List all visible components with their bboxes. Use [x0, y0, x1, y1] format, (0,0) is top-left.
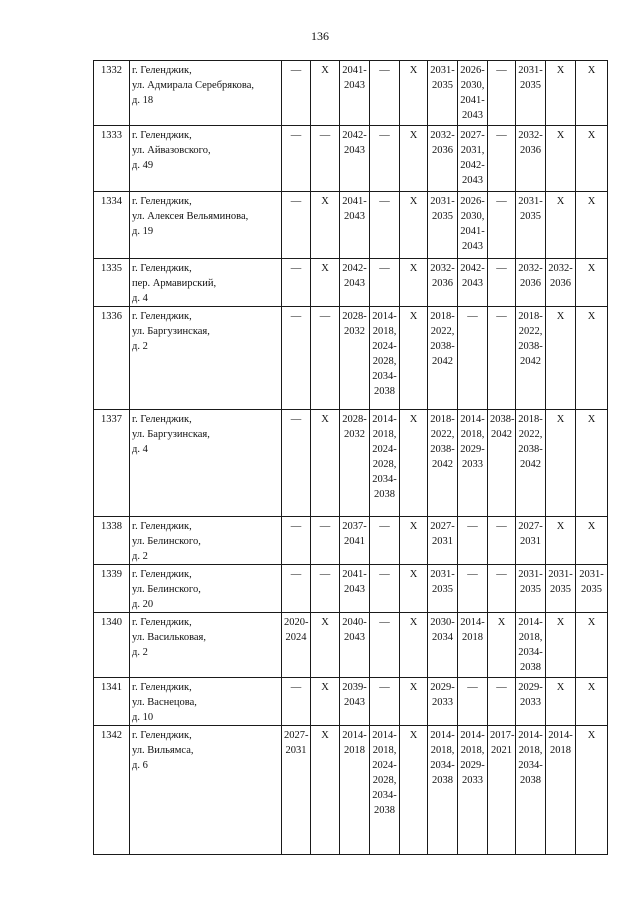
- period-cell: —: [370, 613, 400, 678]
- period-cell: X: [576, 517, 608, 565]
- period-cell: 2027- 2031: [428, 517, 458, 565]
- period-cell: —: [458, 678, 488, 726]
- period-cell: 2018- 2022, 2038- 2042: [428, 307, 458, 410]
- row-number: 1340: [94, 613, 130, 678]
- period-cell: X: [546, 61, 576, 126]
- table-row: [94, 259, 608, 307]
- period-cell: X: [576, 192, 608, 259]
- period-cell: 2018- 2022, 2038- 2042: [516, 307, 546, 410]
- period-cell: —: [311, 565, 340, 613]
- period-cell: —: [370, 259, 400, 307]
- period-cell: —: [488, 126, 516, 192]
- period-cell: X: [576, 307, 608, 410]
- period-cell: —: [370, 61, 400, 126]
- address-cell: г. Геленджик, ул. Адмирала Серебрякова, д. 18: [130, 61, 282, 126]
- address-cell: г. Геленджик, ул. Васильковая, д. 2: [130, 613, 282, 678]
- period-cell: 2041- 2043: [340, 192, 370, 259]
- period-cell: X: [400, 517, 428, 565]
- period-cell: 2042- 2043: [458, 259, 488, 307]
- period-cell: X: [576, 126, 608, 192]
- period-cell: —: [311, 517, 340, 565]
- period-cell: 2032- 2036: [516, 259, 546, 307]
- period-cell: —: [282, 126, 311, 192]
- period-cell: —: [282, 192, 311, 259]
- period-cell: 2031- 2035: [428, 61, 458, 126]
- period-cell: X: [576, 259, 608, 307]
- address-cell: г. Геленджик, ул. Белинского, д. 20: [130, 565, 282, 613]
- period-cell: —: [370, 565, 400, 613]
- row-number: 1333: [94, 126, 130, 192]
- period-cell: 2014- 2018: [546, 726, 576, 855]
- period-cell: 2032- 2036: [546, 259, 576, 307]
- period-cell: 2031- 2035: [428, 565, 458, 613]
- period-cell: X: [400, 126, 428, 192]
- period-cell: 2014- 2018, 2029- 2033: [458, 726, 488, 855]
- period-cell: 2014- 2018, 2034- 2038: [516, 613, 546, 678]
- period-cell: —: [488, 517, 516, 565]
- row-number: 1337: [94, 410, 130, 517]
- period-cell: —: [311, 307, 340, 410]
- table-row: [94, 678, 608, 726]
- period-cell: —: [458, 565, 488, 613]
- row-number: 1341: [94, 678, 130, 726]
- row-number: 1342: [94, 726, 130, 855]
- period-cell: X: [576, 613, 608, 678]
- period-cell: —: [282, 259, 311, 307]
- period-cell: 2027- 2031: [516, 517, 546, 565]
- period-cell: X: [488, 613, 516, 678]
- period-cell: —: [282, 678, 311, 726]
- period-cell: X: [400, 259, 428, 307]
- table-row: [94, 307, 608, 410]
- address-cell: г. Геленджик, пер. Армавирский, д. 4: [130, 259, 282, 307]
- period-cell: 2031- 2035: [516, 61, 546, 126]
- period-cell: X: [546, 126, 576, 192]
- period-cell: 2014- 2018, 2034- 2038: [516, 726, 546, 855]
- period-cell: —: [370, 678, 400, 726]
- period-cell: 2037- 2041: [340, 517, 370, 565]
- period-cell: 2032- 2036: [428, 259, 458, 307]
- period-cell: 2032- 2036: [516, 126, 546, 192]
- address-cell: г. Геленджик, ул. Белинского, д. 2: [130, 517, 282, 565]
- period-cell: —: [458, 517, 488, 565]
- period-cell: —: [488, 259, 516, 307]
- period-cell: 2027- 2031: [282, 726, 311, 855]
- period-cell: X: [576, 726, 608, 855]
- period-cell: X: [400, 726, 428, 855]
- period-cell: 2038- 2042: [488, 410, 516, 517]
- period-cell: X: [400, 565, 428, 613]
- period-cell: 2031- 2035: [516, 192, 546, 259]
- period-cell: 2014- 2018: [458, 613, 488, 678]
- period-cell: 2028- 2032: [340, 307, 370, 410]
- table-row: [94, 613, 608, 678]
- period-cell: X: [546, 678, 576, 726]
- address-cell: г. Геленджик, ул. Алексея Вельяминова, д. 19: [130, 192, 282, 259]
- register-table: [93, 60, 608, 855]
- period-cell: —: [282, 517, 311, 565]
- period-cell: 2040- 2043: [340, 613, 370, 678]
- address-cell: г. Геленджик, ул. Баргузинская, д. 2: [130, 307, 282, 410]
- row-number: 1339: [94, 565, 130, 613]
- table-row: [94, 565, 608, 613]
- period-cell: —: [370, 126, 400, 192]
- period-cell: X: [311, 61, 340, 126]
- period-cell: X: [400, 307, 428, 410]
- period-cell: X: [311, 259, 340, 307]
- period-cell: X: [400, 613, 428, 678]
- address-cell: г. Геленджик, ул. Айвазовского, д. 49: [130, 126, 282, 192]
- table-row: [94, 61, 608, 126]
- period-cell: —: [370, 517, 400, 565]
- period-cell: 2039- 2043: [340, 678, 370, 726]
- period-cell: 2031- 2035: [546, 565, 576, 613]
- period-cell: 2014- 2018, 2034- 2038: [428, 726, 458, 855]
- period-cell: 2026- 2030, 2041- 2043: [458, 192, 488, 259]
- period-cell: —: [488, 192, 516, 259]
- period-cell: X: [546, 192, 576, 259]
- period-cell: —: [370, 192, 400, 259]
- address-cell: г. Геленджик, ул. Вильямса, д. 6: [130, 726, 282, 855]
- period-cell: X: [576, 678, 608, 726]
- period-cell: X: [400, 192, 428, 259]
- table-row: [94, 726, 608, 855]
- row-number: 1336: [94, 307, 130, 410]
- table-row: [94, 410, 608, 517]
- period-cell: 2042- 2043: [340, 126, 370, 192]
- address-cell: г. Геленджик, ул. Баргузинская, д. 4: [130, 410, 282, 517]
- period-cell: —: [282, 61, 311, 126]
- period-cell: X: [400, 678, 428, 726]
- table-row: [94, 126, 608, 192]
- table-row: [94, 192, 608, 259]
- address-cell: г. Геленджик, ул. Васнецова, д. 10: [130, 678, 282, 726]
- period-cell: —: [282, 410, 311, 517]
- row-number: 1338: [94, 517, 130, 565]
- period-cell: X: [311, 726, 340, 855]
- period-cell: 2029- 2033: [516, 678, 546, 726]
- period-cell: —: [488, 565, 516, 613]
- period-cell: X: [400, 61, 428, 126]
- period-cell: —: [311, 126, 340, 192]
- period-cell: 2041- 2043: [340, 565, 370, 613]
- period-cell: 2032- 2036: [428, 126, 458, 192]
- period-cell: —: [458, 307, 488, 410]
- period-cell: X: [311, 613, 340, 678]
- period-cell: X: [311, 192, 340, 259]
- table-row: [94, 517, 608, 565]
- period-cell: —: [282, 565, 311, 613]
- period-cell: X: [546, 517, 576, 565]
- period-cell: 2031- 2035: [428, 192, 458, 259]
- period-cell: X: [546, 307, 576, 410]
- period-cell: 2031- 2035: [576, 565, 608, 613]
- period-cell: 2027- 2031, 2042- 2043: [458, 126, 488, 192]
- period-cell: 2030- 2034: [428, 613, 458, 678]
- row-number: 1335: [94, 259, 130, 307]
- period-cell: X: [576, 410, 608, 517]
- period-cell: —: [488, 678, 516, 726]
- period-cell: 2018- 2022, 2038- 2042: [428, 410, 458, 517]
- row-number: 1332: [94, 61, 130, 126]
- period-cell: 2014- 2018, 2024- 2028, 2034- 2038: [370, 307, 400, 410]
- period-cell: 2014- 2018, 2029- 2033: [458, 410, 488, 517]
- period-cell: X: [546, 613, 576, 678]
- period-cell: —: [488, 61, 516, 126]
- period-cell: —: [282, 307, 311, 410]
- period-cell: 2028- 2032: [340, 410, 370, 517]
- period-cell: 2014- 2018, 2024- 2028, 2034- 2038: [370, 726, 400, 855]
- row-number: 1334: [94, 192, 130, 259]
- period-cell: 2020- 2024: [282, 613, 311, 678]
- period-cell: X: [576, 61, 608, 126]
- period-cell: 2029- 2033: [428, 678, 458, 726]
- period-cell: 2017- 2021: [488, 726, 516, 855]
- period-cell: 2014- 2018: [340, 726, 370, 855]
- period-cell: 2026- 2030, 2041- 2043: [458, 61, 488, 126]
- page-number: 136: [311, 29, 329, 43]
- period-cell: 2014- 2018, 2024- 2028, 2034- 2038: [370, 410, 400, 517]
- period-cell: X: [546, 410, 576, 517]
- period-cell: 2031- 2035: [516, 565, 546, 613]
- period-cell: 2042- 2043: [340, 259, 370, 307]
- period-cell: —: [488, 307, 516, 410]
- period-cell: 2018- 2022, 2038- 2042: [516, 410, 546, 517]
- period-cell: 2041- 2043: [340, 61, 370, 126]
- period-cell: X: [311, 678, 340, 726]
- period-cell: X: [311, 410, 340, 517]
- period-cell: X: [400, 410, 428, 517]
